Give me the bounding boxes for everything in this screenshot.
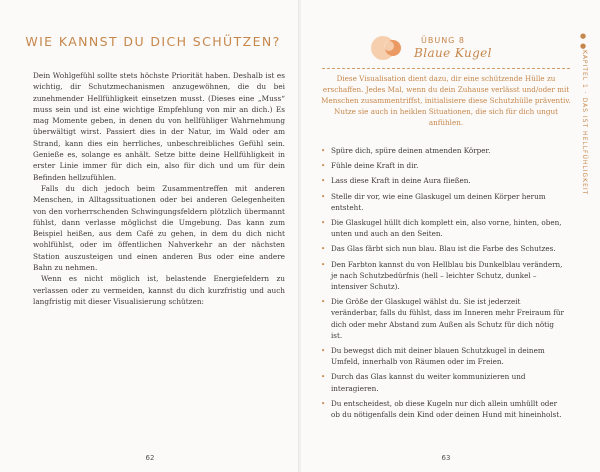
exercise-label: ÜBUNG 8 [421, 36, 466, 45]
chapter-dots-icon: ● ● [579, 32, 587, 51]
paragraph: Dein Wohlgefühl sollte stets höchste Priorität haben. Deshalb ist es wichtig, dir Schutzmechanismen anzugewöhnen, die du bei zunehmender Hellfühligkeit einsetzen musst. (Dieses eine „Muss“ muss sein und ist eine wichtige Empfehlung von mir an dich.) Es mag Momente geben, in denen du von hellfühliger Wahrnehmung überwältigt wirst. Passiert dies in der Natur, im Wald oder am Strand, kann dies ein herrliches, unbeschreibliches Gefühl sein. Genieße es, solange es anhält. Setze bitte deine Hellfühligkeit in erster Linie immer für dich ein, also für dich und um für dein Befinden hellzufühlen. [33, 71, 285, 182]
chapter-side-label: KAPITEL 1 · DAS IST HELLFÜHLIGKEIT [581, 50, 588, 196]
steps-list [321, 145, 567, 424]
section-heading: WIE KANNST DU DICH SCHÜTZEN? [25, 34, 281, 49]
list-item: • Die Glaskugel hüllt dich komplett ein, also vorne, hinten, oben, unten und auch an den Seiten. [321, 218, 562, 239]
list-item: • Fühle deine Kraft in dir. [321, 161, 419, 171]
page-number: 63 [441, 454, 451, 462]
bullet-icon: • [321, 176, 326, 186]
paragraph: Falls du dich jedoch beim Zusammentreffen mit anderen Menschen, in Alltagssituationen oder bei anderen Gelegenheiten von den vorherrschenden Schwingungsfeldern plötzlich übermannt fühlst, dann verlasse möglichst die Umgebung. Das kann zum Beispiel heißen, aus dem Café zu gehen, in dem du dich nicht wohlfühlst, oder im öffentlichen Nahverkehr an der nächsten Station auszusteigen und einen anderen Bus oder eine andere Bahn zu nehmen. [33, 183, 285, 273]
bullet-icon: • [321, 259, 326, 269]
page-number: 62 [145, 454, 155, 462]
list-item: • Du entscheidest, ob diese Kugeln nur dich allein umhüllt oder ob du nötigenfalls dein Kind oder deinen Hund mit hineinholst. [321, 398, 562, 420]
paragraph: Wenn es nicht möglich ist, belastende Energiefeldern zu verlassen oder zu vermeiden, kannst du dich kurzfristig und auch langfristig mit dieser Visualisierung schützen: [33, 274, 285, 306]
bullet-icon: • [321, 146, 326, 155]
bullet-icon: • [321, 372, 326, 382]
left-page [0, 0, 299, 472]
exercise-intro: Diese Visualisation dient dazu, dir eine schützende Hülle zu erschaffen. Jedes Mal, wenn du dein Zuhause verlässt und/oder mit Menschen zusammentriffst, initialisiere diese Schutzhülle präventiv. Nutze sie auch in heiklen Situationen, die sich für dich ungut anfühlen. [321, 74, 571, 127]
bullet-icon: • [321, 398, 326, 408]
double-circle-icon [367, 34, 407, 62]
exercise-title: Blaue Kugel [414, 46, 492, 60]
right-page [301, 0, 600, 472]
bullet-icon: • [321, 244, 326, 254]
list-item: • Die Größe der Glaskugel wählst du. Sie ist jederzeit veränderbar, falls du fühlst, dass im Inneren mehr Freiraum für dich oder mehr Abstand zum Außen als Schutz für dich nötig ist. [321, 297, 564, 340]
dashed-divider [322, 68, 570, 69]
body-text [33, 70, 285, 307]
list-item: • Durch das Glas kannst du weiter kommunizieren und interagieren. [321, 372, 526, 393]
list-item: • Du bewegst dich mit deiner blauen Schutzkugel in deinem Umfeld, innerhalb von Räumen oder im Freien. [321, 346, 545, 367]
bullet-icon: • [321, 297, 326, 307]
bullet-icon: • [321, 191, 326, 201]
bullet-icon: • [321, 346, 326, 356]
list-item: • Spüre dich, spüre deinen atmenden Körper. [321, 146, 491, 155]
list-item: • Den Farbton kannst du von Hellblau bis Dunkelblau verändern, je nach Schutzbedürfnis (hell – leichter Schutz, dunkel – intensiver Schutz). [321, 259, 563, 292]
list-item: • Das Glas färbt sich nun blau. Blau ist die Farbe des Schutzes. [321, 244, 556, 254]
list-item: • Lass diese Kraft in deine Aura fließen. [321, 176, 471, 186]
bullet-icon: • [321, 218, 326, 228]
bullet-icon: • [321, 161, 326, 171]
list-item: • Stelle dir vor, wie eine Glaskugel um deinen Körper herum entsteht. [321, 191, 546, 212]
